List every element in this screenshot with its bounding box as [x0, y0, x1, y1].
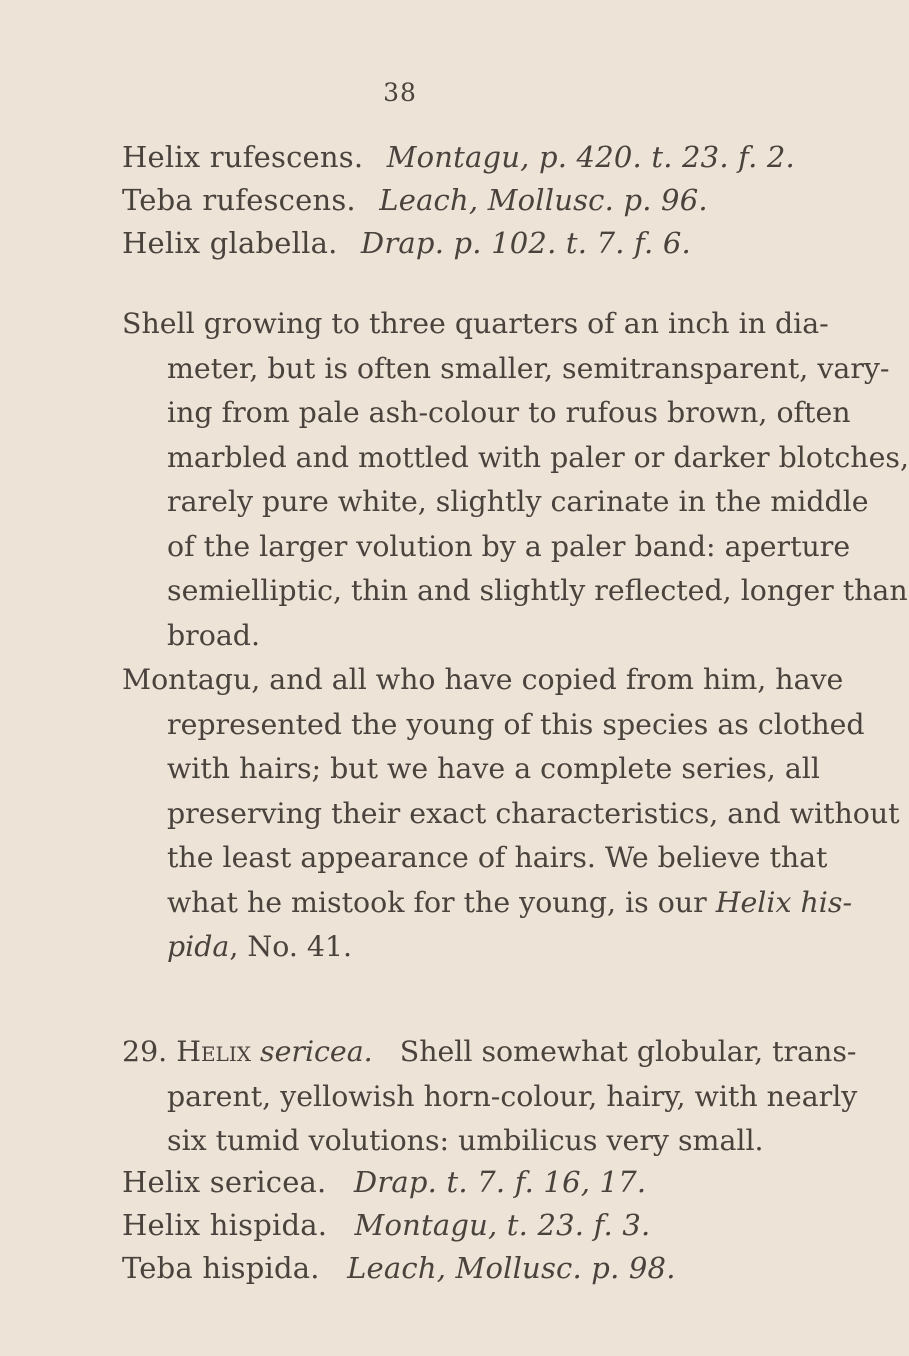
- reference-source: Drap. p. 102. t. 7. f. 6.: [360, 226, 691, 260]
- text-line: Shell growing to three quarters of an inch in dia-: [122, 307, 829, 340]
- text-run: what he mistook for the young, is our: [167, 885, 716, 919]
- reference-source: Montagu, p. 420. t. 23. f. 2.: [386, 140, 795, 174]
- text-line: Montagu, and all who have copied from him, have: [122, 663, 844, 696]
- reference-line: [122, 1208, 650, 1242]
- page-number: 38: [383, 78, 417, 107]
- text-line: meter, but is often smaller, semitransparent, vary-: [167, 351, 890, 385]
- reference-name: Teba hispida.: [122, 1251, 320, 1285]
- text-line: with hairs; but we have a complete series, all: [167, 752, 820, 785]
- species-entry-29: [122, 1030, 858, 1164]
- italic-species-name: pida: [167, 930, 230, 963]
- text-line: rarely pure white, slightly carinate in the middle: [167, 485, 869, 518]
- reference-source: Drap. t. 7. f. 16, 17.: [353, 1165, 647, 1199]
- text-line: [122, 881, 853, 926]
- text-line: semielliptic, thin and slightly reflected, longer than: [167, 574, 908, 607]
- text-line: preserving their exact characteristics, and without: [167, 796, 900, 830]
- text-run: , No. 41.: [229, 930, 353, 963]
- reference-name: Teba rufescens.: [122, 183, 356, 217]
- reference-name: Helix hispida.: [122, 1208, 328, 1242]
- reference-source: Montagu, t. 23. f. 3.: [354, 1208, 651, 1242]
- reference-line: [122, 1165, 646, 1199]
- shell-description: [122, 302, 909, 658]
- reference-line: [122, 140, 795, 174]
- reference-line: [122, 1251, 676, 1285]
- text-line: [122, 925, 742, 970]
- reference-name: Helix rufescens.: [122, 140, 364, 174]
- species-name: sericea.: [260, 1035, 373, 1068]
- reference-name: Helix sericea.: [122, 1165, 327, 1199]
- text-line: represented the young of this species as clothed: [167, 707, 865, 741]
- montagu-note: [122, 658, 900, 970]
- reference-name: Helix glabella.: [122, 226, 338, 260]
- text-run: Shell somewhat globular, trans-: [399, 1035, 857, 1068]
- text-line: [122, 1030, 857, 1075]
- text-line: marbled and mottled with paler or darker blotches,: [167, 440, 909, 474]
- text-line: of the larger volution by a paler band: aperture: [167, 529, 851, 563]
- italic-species-name: Helix his-: [715, 885, 853, 919]
- species-number: 29.: [122, 1035, 168, 1068]
- text-line: the least appearance of hairs. We believe that: [167, 841, 828, 874]
- text-line: parent, yellowish horn-colour, hairy, with nearly: [167, 1079, 858, 1113]
- text-line: broad.: [167, 618, 260, 652]
- genus-name: Helix: [176, 1035, 251, 1068]
- text-line: ing from pale ash-colour to rufous brown, often: [167, 396, 851, 429]
- reference-source: Leach, Mollusc. p. 96.: [379, 183, 708, 217]
- text-line: six tumid volutions: umbilicus very small.: [167, 1124, 764, 1157]
- reference-line: [122, 183, 708, 217]
- reference-line: [122, 226, 691, 260]
- reference-source: Leach, Mollusc. p. 98.: [347, 1251, 676, 1285]
